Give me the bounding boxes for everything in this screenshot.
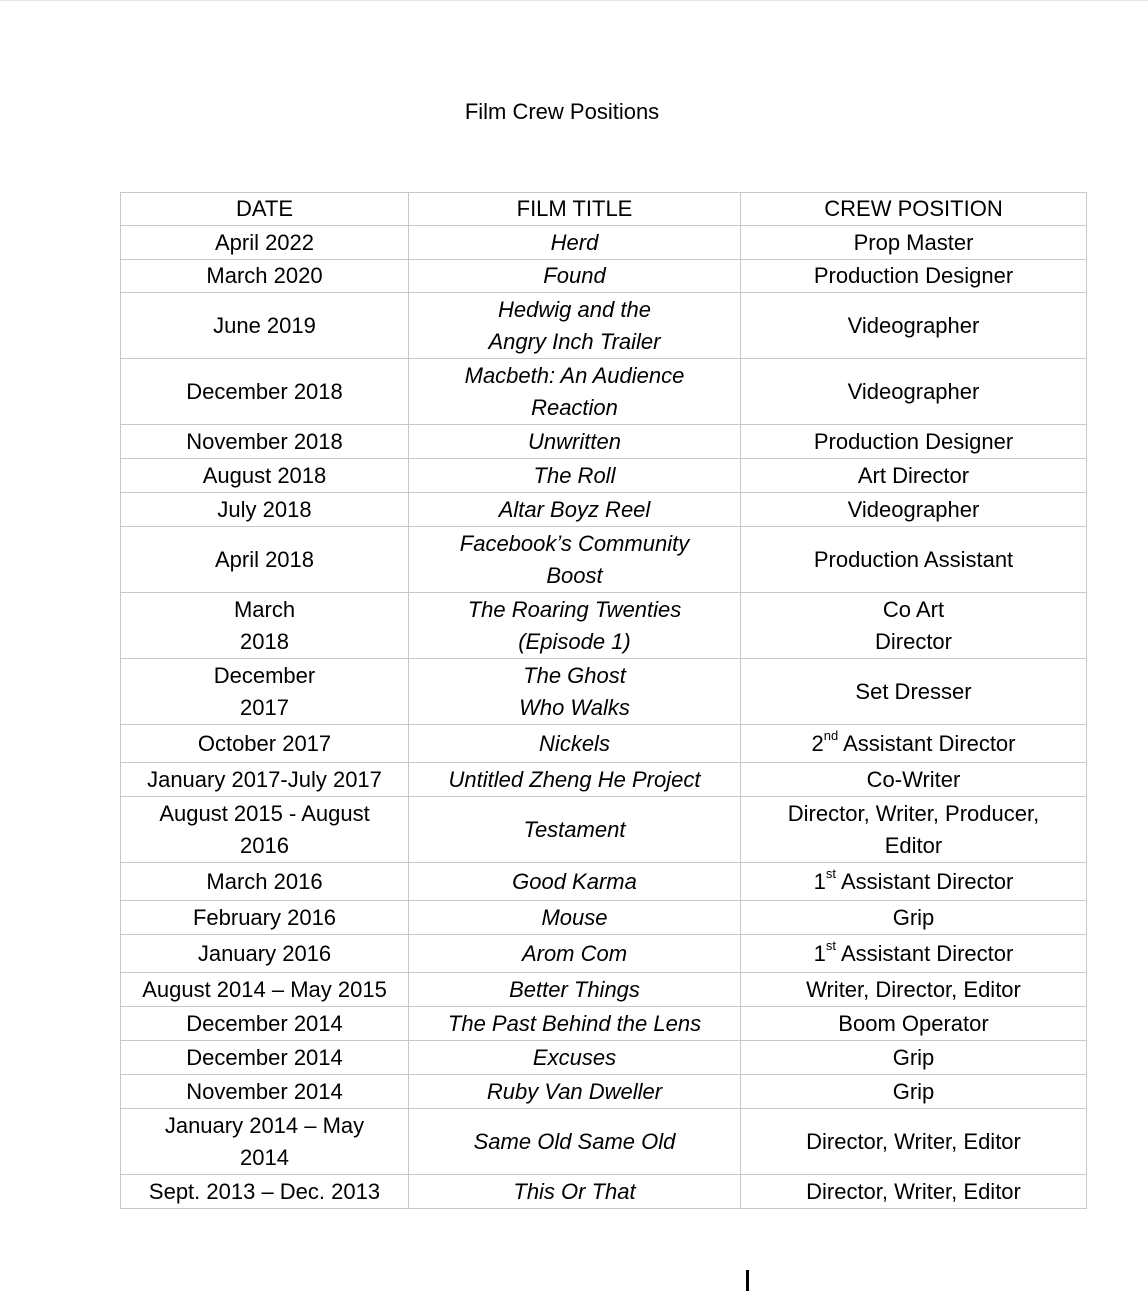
cell-line: November 2018 xyxy=(186,428,343,454)
crew-position-cell xyxy=(741,1109,1087,1175)
cell-line: January 2017-July 2017 xyxy=(147,766,382,792)
cell-line: October 2017 xyxy=(197,730,332,756)
crew-position-cell xyxy=(741,293,1087,359)
crew-position-cell xyxy=(741,935,1087,973)
table-row xyxy=(121,293,1087,359)
cell-line: Videographer xyxy=(847,378,980,404)
date-cell xyxy=(121,935,409,973)
cell-line: Better Things xyxy=(509,976,640,1002)
cell-line xyxy=(747,938,1080,970)
date-cell xyxy=(121,1175,409,1209)
date-cell xyxy=(121,459,409,493)
date-cell xyxy=(121,973,409,1007)
date-cell xyxy=(121,593,409,659)
crew-position-cell xyxy=(741,1041,1087,1075)
cell-line: Co Art xyxy=(882,596,945,622)
text-cursor xyxy=(746,1270,749,1291)
table-row xyxy=(121,1007,1087,1041)
film-title-cell xyxy=(409,593,741,659)
cell-line: March xyxy=(233,596,296,622)
ordinal-suffix: nd xyxy=(823,728,839,744)
film-title-cell xyxy=(409,459,741,493)
date-cell xyxy=(121,763,409,797)
header-crew-position: CREW POSITION xyxy=(741,193,1087,226)
table-row xyxy=(121,935,1087,973)
position-text: Assistant Director xyxy=(840,868,1014,894)
cell-line: Grip xyxy=(892,1044,935,1070)
cell-line: The Roll xyxy=(533,462,616,488)
crew-position-cell xyxy=(741,1075,1087,1109)
date-cell xyxy=(121,359,409,425)
crew-position-cell xyxy=(741,725,1087,763)
cell-line: April 2022 xyxy=(214,229,315,255)
film-title-cell xyxy=(409,901,741,935)
film-title-cell xyxy=(409,425,741,459)
crew-positions-table xyxy=(120,192,1087,1209)
film-title-cell xyxy=(409,659,741,725)
table-body xyxy=(121,226,1087,1209)
ordinal-number: 1 xyxy=(813,868,826,894)
cell-line: Videographer xyxy=(847,312,980,338)
date-cell xyxy=(121,260,409,293)
film-title-cell xyxy=(409,493,741,527)
date-cell xyxy=(121,425,409,459)
crew-position-cell xyxy=(741,901,1087,935)
page-top-edge xyxy=(0,0,1148,1)
cell-line: Editor xyxy=(884,832,943,858)
cell-line: Director, Writer, Producer, xyxy=(787,800,1040,826)
crew-position-cell xyxy=(741,659,1087,725)
cell-line: December 2014 xyxy=(186,1010,343,1036)
date-cell xyxy=(121,493,409,527)
cell-line: Reaction xyxy=(531,394,618,420)
cell-line: Who Walks xyxy=(519,694,630,720)
cell-line: Co-Writer xyxy=(866,766,961,792)
cell-line: (Episode 1) xyxy=(518,628,631,654)
crew-position-cell xyxy=(741,1007,1087,1041)
cell-line: April 2018 xyxy=(214,546,315,572)
crew-position-cell xyxy=(741,593,1087,659)
film-title-cell xyxy=(409,763,741,797)
cell-line: 2016 xyxy=(240,832,289,858)
cell-line: Same Old Same Old xyxy=(473,1128,676,1154)
cell-line xyxy=(747,866,1080,898)
cell-line xyxy=(747,728,1080,760)
crew-position-cell xyxy=(741,863,1087,901)
date-cell xyxy=(121,293,409,359)
table-row xyxy=(121,763,1087,797)
cell-line: Production Assistant xyxy=(813,546,1014,572)
cell-line: January 2016 xyxy=(197,940,332,966)
ordinal-number: 1 xyxy=(813,940,826,966)
cell-line: August 2014 – May 2015 xyxy=(142,976,387,1002)
crew-position-cell xyxy=(741,226,1087,260)
cell-line: 2018 xyxy=(240,628,289,654)
film-title-cell xyxy=(409,973,741,1007)
ordinal-suffix: st xyxy=(825,938,837,954)
cell-line: July 2018 xyxy=(217,496,312,522)
cell-line: Hedwig and the xyxy=(498,296,651,322)
table-row xyxy=(121,863,1087,901)
table-row xyxy=(121,493,1087,527)
table-row xyxy=(121,659,1087,725)
film-title-cell xyxy=(409,527,741,593)
date-cell xyxy=(121,226,409,260)
cell-line: Director xyxy=(874,628,952,654)
document-title: Film Crew Positions xyxy=(464,99,660,124)
crew-position-cell xyxy=(741,797,1087,863)
cell-line: Macbeth: An Audience xyxy=(464,362,685,388)
cell-line: Mouse xyxy=(541,904,608,930)
date-cell xyxy=(121,863,409,901)
cell-line: June 2019 xyxy=(213,312,316,338)
film-title-cell xyxy=(409,260,741,293)
table-row xyxy=(121,1175,1087,1209)
date-cell xyxy=(121,527,409,593)
cell-line: Found xyxy=(543,263,606,288)
film-title-cell xyxy=(409,226,741,260)
film-title-cell xyxy=(409,1075,741,1109)
cell-line: Prop Master xyxy=(853,229,974,255)
crew-position-cell xyxy=(741,425,1087,459)
header-date: DATE xyxy=(121,193,409,226)
cell-line: This Or That xyxy=(513,1178,636,1204)
film-title-cell xyxy=(409,935,741,973)
cell-line: Testament xyxy=(523,816,626,842)
cell-line: December 2018 xyxy=(186,378,343,404)
cell-line: Nickels xyxy=(539,730,610,756)
cell-line: November 2014 xyxy=(186,1078,343,1104)
film-title-cell xyxy=(409,293,741,359)
cell-line: Production Designer xyxy=(813,428,1014,454)
cell-line: Herd xyxy=(550,229,599,255)
cell-line: March 2016 xyxy=(206,868,323,894)
crew-position-cell xyxy=(741,1175,1087,1209)
cell-line: Grip xyxy=(892,904,935,930)
table-row xyxy=(121,226,1087,260)
crew-position-cell xyxy=(741,459,1087,493)
cell-line: August 2015 - August xyxy=(159,800,370,826)
cell-line: Arom Com xyxy=(521,940,628,966)
cell-line: Good Karma xyxy=(512,868,637,894)
cell-line: January 2014 – May xyxy=(164,1112,365,1138)
cell-line: Set Dresser xyxy=(855,678,972,704)
table-row xyxy=(121,527,1087,593)
date-cell xyxy=(121,1109,409,1175)
table-row xyxy=(121,425,1087,459)
film-title-cell xyxy=(409,1109,741,1175)
cell-line: December 2014 xyxy=(186,1044,343,1070)
date-cell xyxy=(121,1075,409,1109)
cell-line: Facebook’s Community xyxy=(459,530,690,556)
crew-position-cell xyxy=(741,973,1087,1007)
table-header xyxy=(121,193,1087,226)
date-cell xyxy=(121,659,409,725)
cell-line: Boost xyxy=(546,562,603,588)
crew-position-cell xyxy=(741,359,1087,425)
cell-line: The Past Behind the Lens xyxy=(447,1010,702,1036)
film-title-cell xyxy=(409,1175,741,1209)
crew-position-cell xyxy=(741,763,1087,797)
date-cell xyxy=(121,901,409,935)
table-row xyxy=(121,725,1087,763)
crew-position-cell xyxy=(741,527,1087,593)
cell-line: Grip xyxy=(892,1078,935,1104)
position-text: Assistant Director xyxy=(840,940,1014,966)
film-title-cell xyxy=(409,725,741,763)
header-film-title: FILM TITLE xyxy=(409,193,741,226)
position-text: Assistant Director xyxy=(843,730,1016,756)
header-row xyxy=(121,193,1087,226)
table-row xyxy=(121,359,1087,425)
cell-line: Production Designer xyxy=(813,263,1014,288)
film-title-cell xyxy=(409,1007,741,1041)
table-row xyxy=(121,973,1087,1007)
table-row xyxy=(121,459,1087,493)
cell-line: Untitled Zheng He Project xyxy=(448,766,701,792)
cell-line: March 2020 xyxy=(206,263,323,288)
cell-line: August 2018 xyxy=(202,462,327,488)
table-row xyxy=(121,593,1087,659)
film-title-cell xyxy=(409,863,741,901)
table-row xyxy=(121,260,1087,293)
date-cell xyxy=(121,725,409,763)
table-row xyxy=(121,901,1087,935)
film-title-cell xyxy=(409,359,741,425)
cell-line: The Ghost xyxy=(523,662,626,688)
ordinal-number: 2 xyxy=(811,730,824,756)
cell-line: The Roaring Twenties xyxy=(467,596,682,622)
cell-line: Videographer xyxy=(847,496,980,522)
table-row xyxy=(121,1109,1087,1175)
table-row xyxy=(121,1041,1087,1075)
table-row xyxy=(121,1075,1087,1109)
date-cell xyxy=(121,797,409,863)
date-cell xyxy=(121,1041,409,1075)
cell-line: Angry Inch Trailer xyxy=(488,328,661,354)
cell-line: Boom Operator xyxy=(838,1010,989,1036)
cell-line: February 2016 xyxy=(192,904,337,930)
cell-line: Sept. 2013 – Dec. 2013 xyxy=(148,1178,381,1204)
film-title-cell xyxy=(409,797,741,863)
crew-position-cell xyxy=(741,260,1087,293)
table-row xyxy=(121,797,1087,863)
cell-line: December xyxy=(213,662,316,688)
film-title-cell xyxy=(409,1041,741,1075)
crew-position-cell xyxy=(741,493,1087,527)
cell-line: 2014 xyxy=(240,1144,289,1170)
cell-line: Director, Writer, Editor xyxy=(806,1128,1021,1154)
cell-line: Unwritten xyxy=(528,428,621,454)
cell-line: Director, Writer, Editor xyxy=(806,1178,1021,1204)
ordinal-suffix: st xyxy=(825,866,837,882)
cell-line: Art Director xyxy=(857,462,970,488)
cell-line: Ruby Van Dweller xyxy=(486,1078,663,1104)
cell-line: 2017 xyxy=(240,694,289,720)
cell-line: Altar Boyz Reel xyxy=(498,496,651,522)
date-cell xyxy=(121,1007,409,1041)
cell-line: Excuses xyxy=(532,1044,617,1070)
cell-line: Writer, Director, Editor xyxy=(806,976,1021,1002)
